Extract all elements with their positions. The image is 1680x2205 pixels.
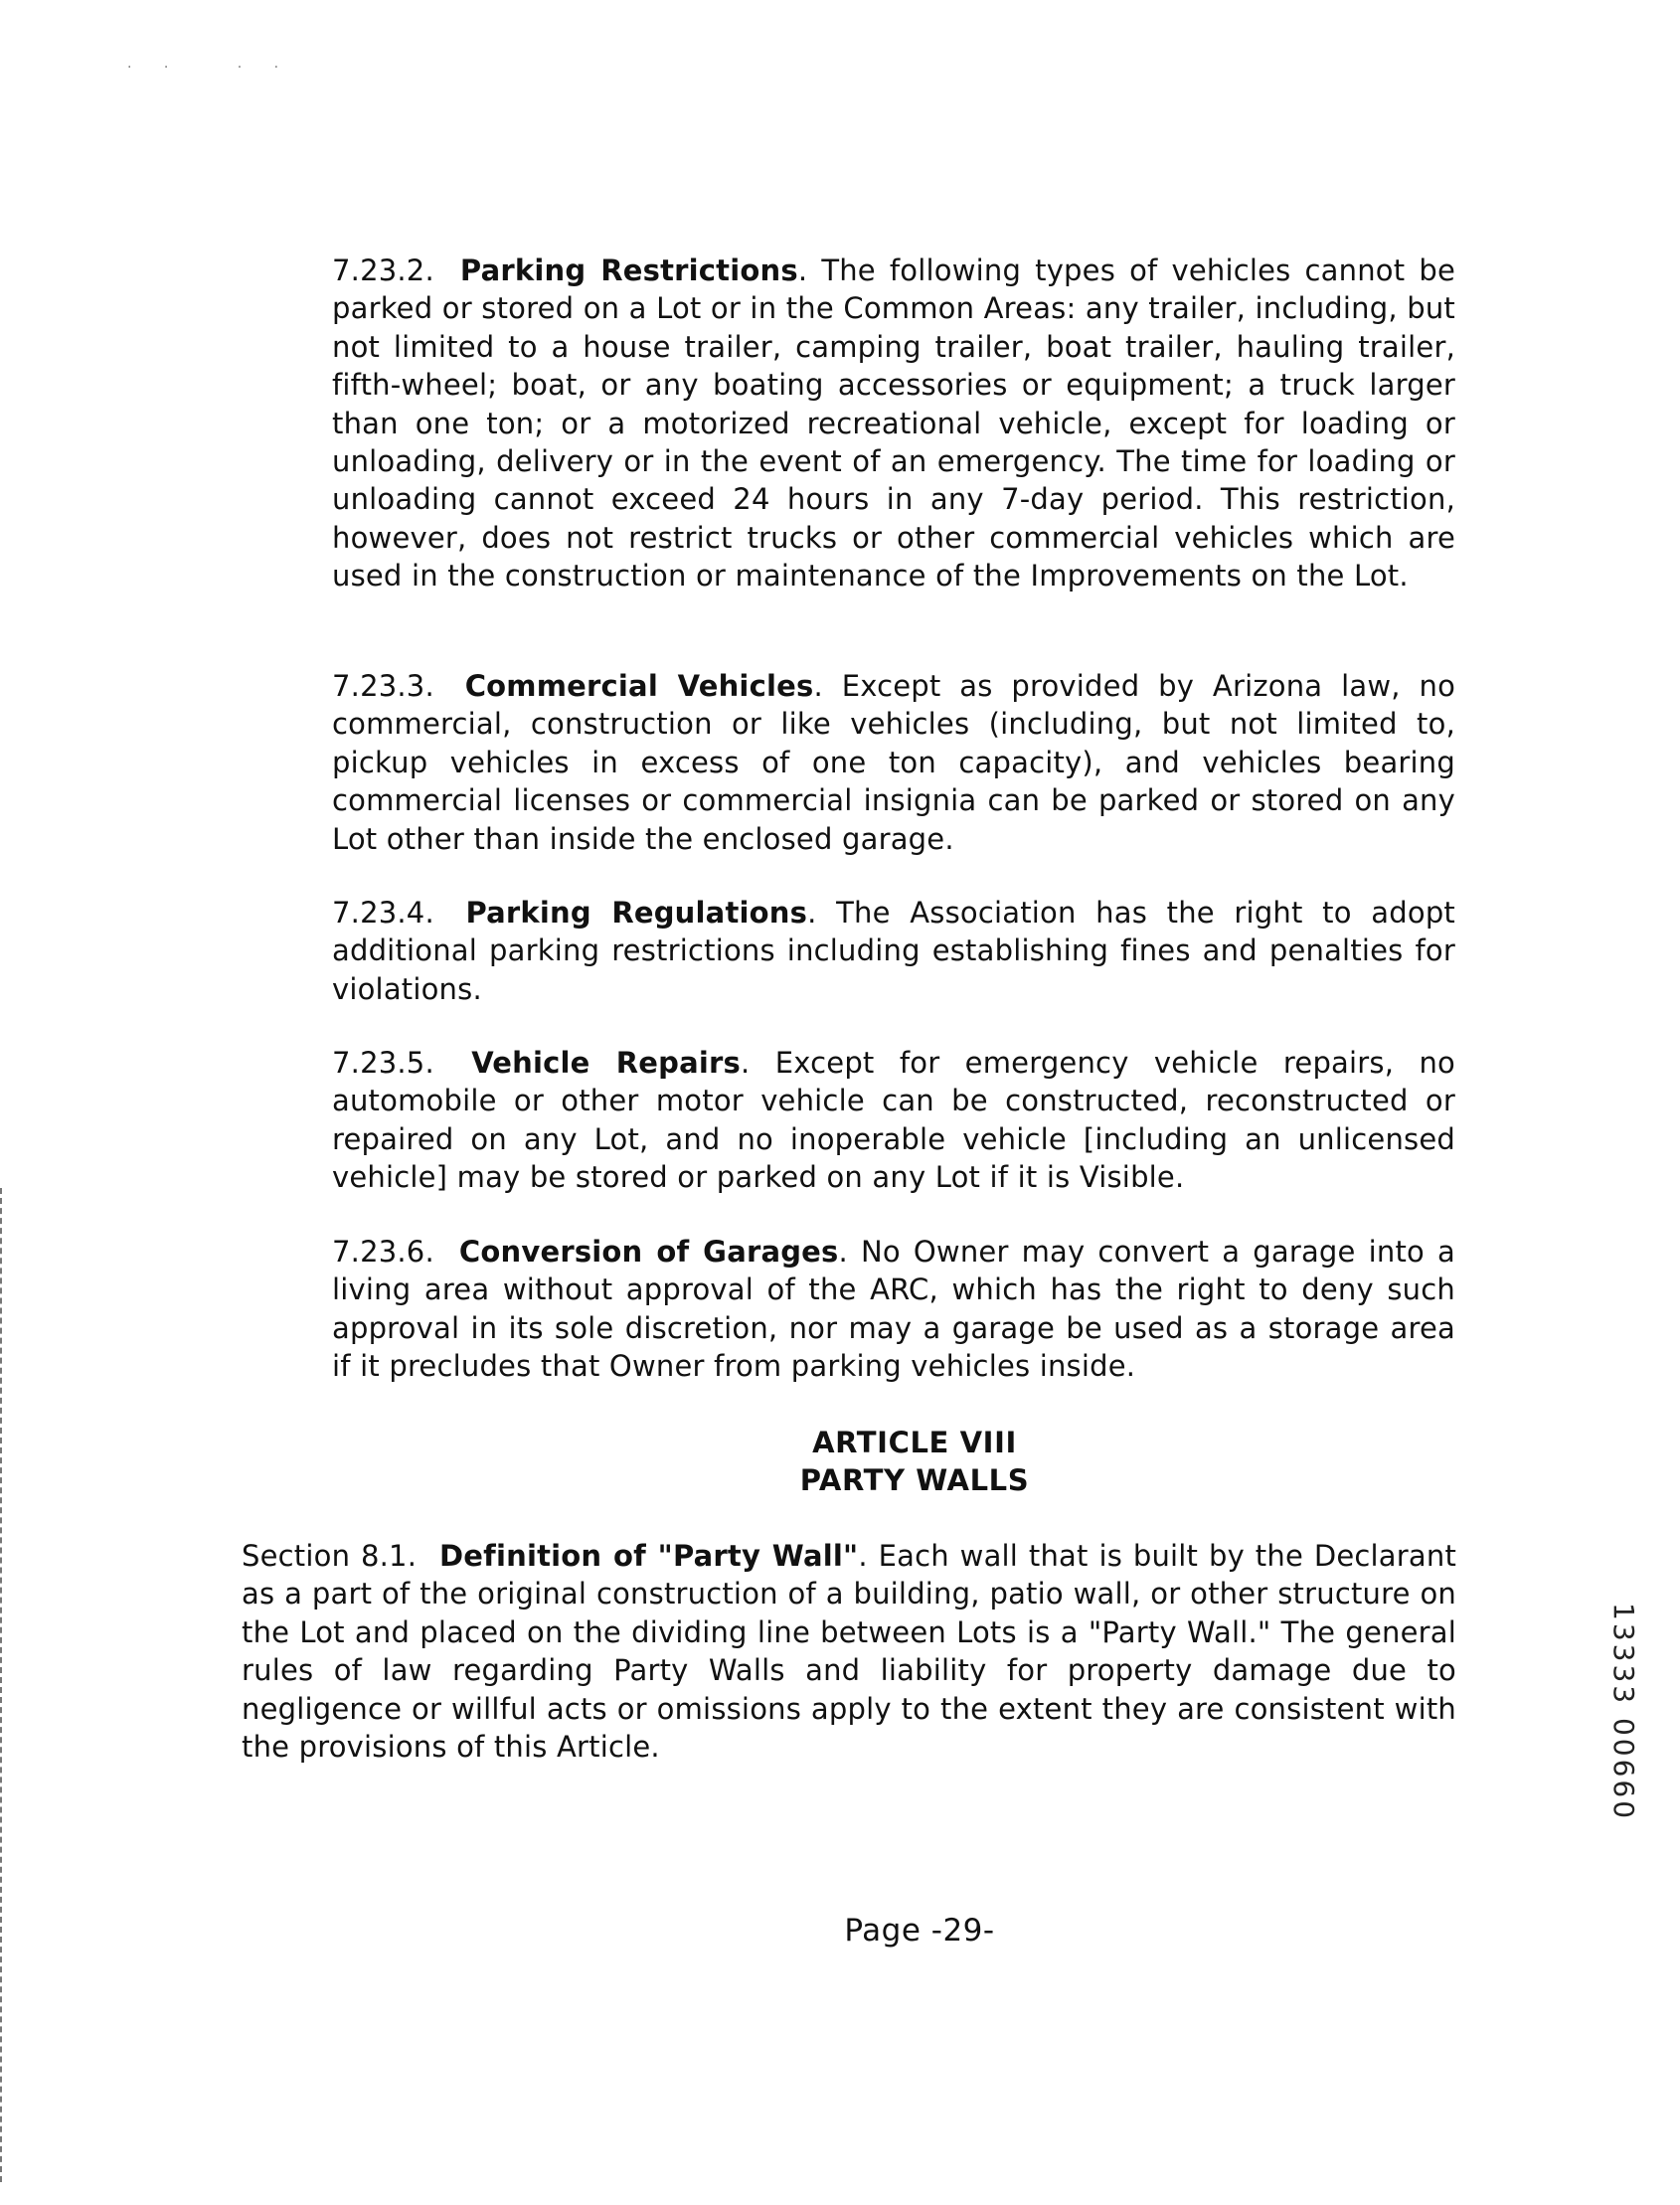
paragraph-text: Except as provided by Arizona law, no commercial, construction or like vehicles (including, but not limited to, pickup vehicles in excess of one ton capacity), and vehicles bearing commercial licenses or commercial insignia can be parked or stored on any Lot other than inside the enclosed garage.: [332, 669, 1456, 856]
paragraph-text: The Association has the right to adopt additional parking restrictions including establishing fines and penalties for violations.: [332, 896, 1455, 1006]
section-8-1: Section 8.1. Definition of "Party Wall". Each wall that is built by the Declarant as a part of the original construction of a building, patio wall, or other structure on the Lot and placed on the dividing line between Lots is a "Party Wall." The general rules of law regarding Party Walls and liability for property damage due to negligence or willful acts or omissions apply to the extent they are consistent with the provisions of this Article.: [242, 1539, 1457, 1765]
paragraph-text: The following types of vehicles cannot be parked or stored on a Lot or in the Common Areas: any trailer, including, but not limited to a house trailer, camping trailer, boat trailer, hauling trailer, fifth-wheel; boat, or any boating accessories or equipment; a truck larger than one ton; or a motorized recreational vehicle, except for loading or unloading, delivery or in the event of an emergency. The time for loading or unloading cannot exceed 24 hours in any 7-day period. This restriction, however, does not restrict trucks or other commercial vehicles which are used in the construction or maintenance of the Improvements on the Lot.: [332, 254, 1456, 594]
scan-speckles: · · · ·: [127, 60, 293, 76]
paragraph-7-23-5: 7.23.5. Vehicle Repairs. Except for emergency vehicle repairs, no automobile or other motor vehicle can be constructed, reconstructed or repaired on any Lot, and no inoperable vehicle [including an unlicensed vehicle] may be stored or parked on any Lot if it is Visible.: [332, 1046, 1456, 1195]
article-title: PARTY WALLS: [799, 1463, 1030, 1497]
recording-stamp-text: 13333 00660: [1607, 1603, 1640, 1822]
paragraph-number: 7.23.3.: [332, 669, 434, 703]
section-text: Each wall that is built by the Declarant as a part of the original construction of a building, patio wall, or other structure on the Lot and placed on the dividing line between Lots is a "Party Wall." The general rules of law regarding Party Walls and liability for property damage due to negligence or willful acts or omissions apply to the extent they are consistent with the provisions of this Article.: [242, 1539, 1457, 1765]
paragraph-text: No Owner may convert a garage into a living area without approval of the ARC, which has the right to deny such approval in its sole discretion, nor may a garage be used as a storage area if it precludes that Owner from parking vehicles inside.: [332, 1235, 1455, 1384]
paragraph-heading: Vehicle Repairs: [471, 1046, 741, 1080]
section-heading: Definition of "Party Wall": [439, 1539, 859, 1573]
paragraph-7-23-4: 7.23.4. Parking Regulations. The Association has the right to adopt additional parking restrictions including establishing fines and penalties for violations.: [332, 896, 1455, 1006]
paragraph-number: 7.23.2.: [332, 254, 434, 287]
paragraph-7-23-2: 7.23.2. Parking Restrictions. The following types of vehicles cannot be parked or stored on a Lot or in the Common Areas: any trailer, including, but not limited to a house trailer, camping trailer, boat trailer, hauling trailer, fifth-wheel; boat, or any boating accessories or equipment; a truck larger than one ton; or a motorized recreational vehicle, except for loading or unloading, delivery or in the event of an emergency. The time for loading or unloading cannot exceed 24 hours in any 7-day period. This restriction, however, does not restrict trucks or other commercial vehicles which are used in the construction or maintenance of the Improvements on the Lot.: [332, 254, 1456, 594]
paragraph-heading: Conversion of Garages: [458, 1235, 839, 1269]
paragraph-number: 7.23.5.: [332, 1046, 434, 1080]
paragraph-heading: Commercial Vehicles: [464, 669, 814, 703]
recording-stamp: [1604, 1603, 1644, 1876]
article-number: ARTICLE VIII: [812, 1426, 1017, 1459]
paragraph-7-23-6: 7.23.6. Conversion of Garages. No Owner may convert a garage into a living area without approval of the ARC, which has the right to deny such approval in its sole discretion, nor may a garage be used as a storage area if it precludes that Owner from parking vehicles inside.: [332, 1235, 1455, 1384]
page-number-label: Page -29-: [844, 1913, 995, 1949]
paragraph-heading: Parking Regulations: [465, 896, 808, 930]
paragraph-number: 7.23.6.: [332, 1235, 434, 1269]
scan-edge-mark: [0, 1188, 5, 2182]
paragraph-number: 7.23.4.: [332, 896, 434, 930]
paragraph-text: Except for emergency vehicle repairs, no automobile or other motor vehicle can be constructed, reconstructed or repaired on any Lot, and no inoperable vehicle [including an unlicensed vehicle] may be stored or parked on any Lot if it is Visible.: [332, 1046, 1456, 1195]
article-heading: [0, 1424, 1680, 1499]
section-number: Section 8.1.: [242, 1539, 418, 1573]
paragraph-heading: Parking Restrictions: [459, 254, 798, 287]
page-number: [0, 1913, 1680, 1949]
paragraph-7-23-3: 7.23.3. Commercial Vehicles. Except as provided by Arizona law, no commercial, construction or like vehicles (including, but not limited to, pickup vehicles in excess of one ton capacity), and vehicles bearing commercial licenses or commercial insignia can be parked or stored on any Lot other than inside the enclosed garage.: [332, 669, 1456, 856]
